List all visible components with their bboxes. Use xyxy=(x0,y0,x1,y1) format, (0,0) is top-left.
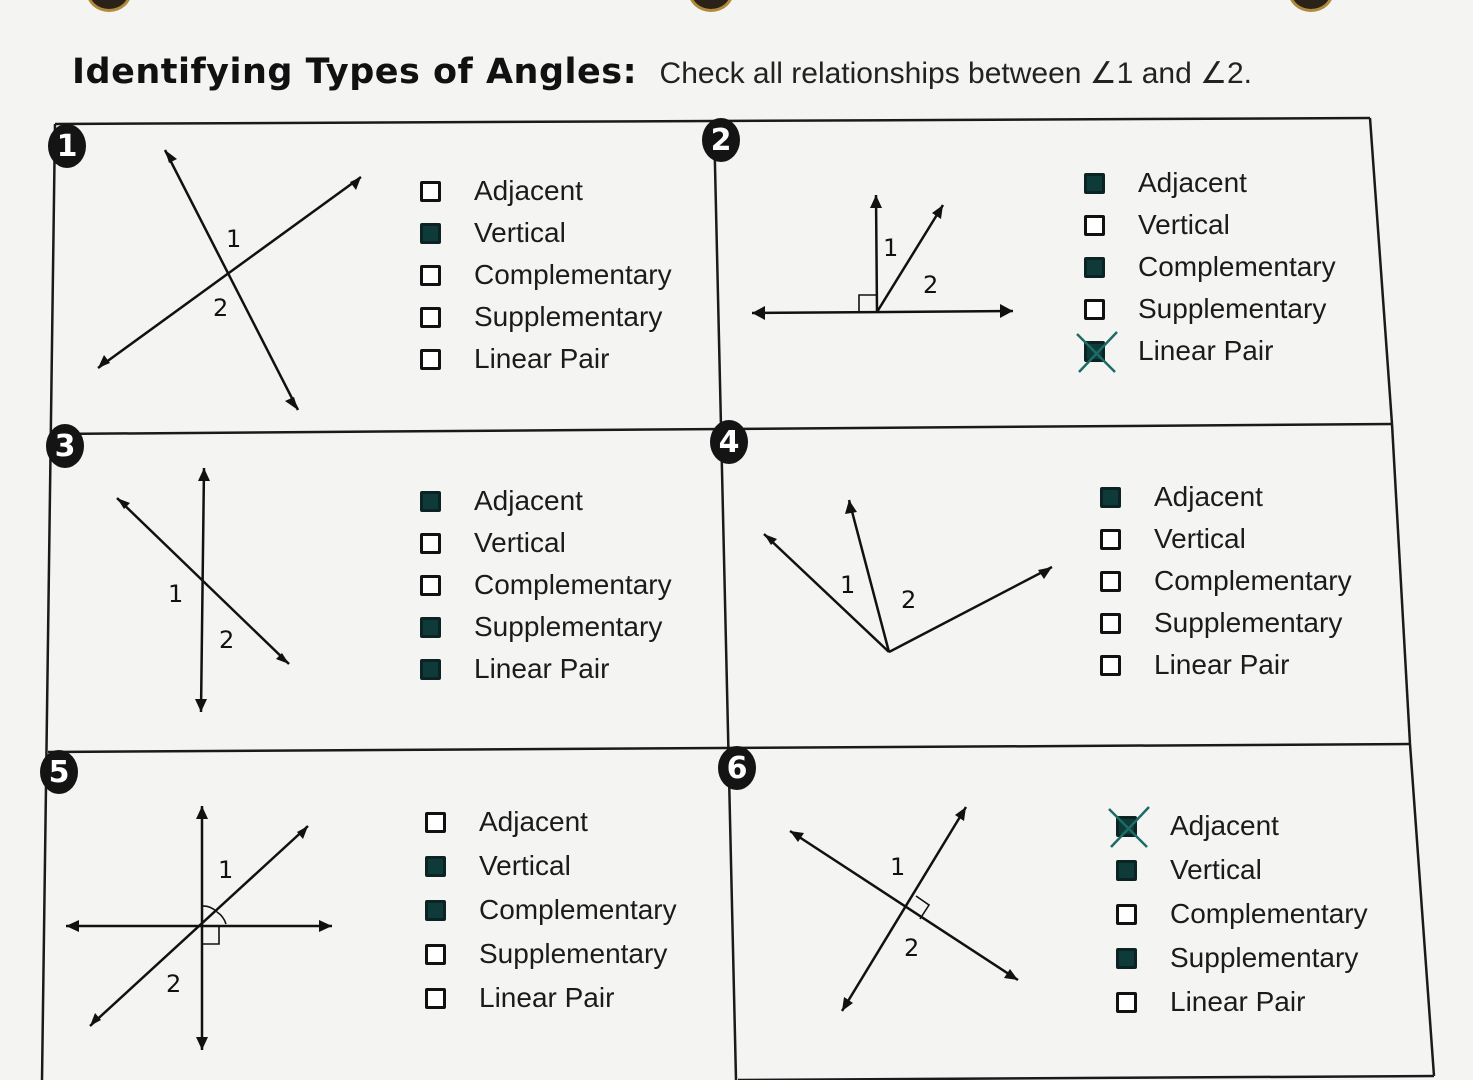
option-vertical[interactable] xyxy=(1084,204,1336,246)
checkbox[interactable] xyxy=(420,617,441,638)
angle-arc xyxy=(217,912,226,924)
option-supplementary[interactable] xyxy=(420,296,672,338)
option-linear-pair[interactable] xyxy=(1084,330,1336,372)
arrow-head xyxy=(955,807,966,821)
option-label: Adjacent xyxy=(474,485,583,516)
arrow-head xyxy=(198,468,210,481)
checkbox[interactable] xyxy=(1084,173,1105,194)
checkbox[interactable] xyxy=(420,349,441,370)
option-linear-pair[interactable] xyxy=(1100,644,1352,686)
arrow-head xyxy=(870,195,882,208)
option-label: Vertical xyxy=(1170,854,1262,885)
angle-2-label: 2 xyxy=(166,970,182,998)
checkbox[interactable] xyxy=(420,491,441,512)
option-complementary[interactable] xyxy=(1084,246,1336,288)
option-supplementary[interactable] xyxy=(1116,936,1368,980)
option-label: Adjacent xyxy=(1170,810,1279,841)
problem-number: 3 xyxy=(46,424,84,468)
angle-2-label: 2 xyxy=(901,586,917,614)
options-list-3 xyxy=(420,480,672,690)
option-supplementary[interactable] xyxy=(425,932,677,976)
checkbox[interactable] xyxy=(420,659,441,680)
checkbox[interactable] xyxy=(425,944,446,965)
option-complementary[interactable] xyxy=(420,564,672,606)
problem-number: 6 xyxy=(718,746,756,790)
arrow-head xyxy=(932,205,943,219)
options-list-2 xyxy=(1084,162,1336,372)
option-label: Vertical xyxy=(1138,209,1230,240)
arrow-head xyxy=(1038,567,1052,579)
option-label: Linear Pair xyxy=(1170,986,1306,1017)
right-angle-mark xyxy=(859,295,876,312)
angle-diagram-1 xyxy=(85,140,375,425)
checkbox[interactable] xyxy=(420,181,441,202)
option-label: Linear Pair xyxy=(1138,335,1274,366)
angle-1-label: 1 xyxy=(890,853,906,881)
checkbox[interactable] xyxy=(1084,299,1105,320)
option-label: Complementary xyxy=(1170,898,1368,929)
cross-stroke xyxy=(1111,807,1149,847)
checkbox[interactable] xyxy=(1100,487,1121,508)
arrow-head xyxy=(319,920,332,932)
checkbox[interactable] xyxy=(1084,257,1105,278)
cross-stroke xyxy=(1079,332,1117,372)
option-label: Vertical xyxy=(474,217,566,248)
option-label: Adjacent xyxy=(1138,167,1247,198)
option-linear-pair[interactable] xyxy=(420,648,672,690)
option-adjacent[interactable] xyxy=(1084,162,1336,204)
instruction-text: Check all relationships between ∠1 and ∠2. xyxy=(659,57,1253,90)
checkbox[interactable] xyxy=(1116,948,1137,969)
option-label: Supplementary xyxy=(1154,607,1343,638)
angle-diagram-5 xyxy=(60,798,345,1058)
checkbox[interactable] xyxy=(425,988,446,1009)
option-complementary[interactable] xyxy=(1100,560,1352,602)
angle-1-label: 1 xyxy=(218,856,234,884)
arrow-head xyxy=(98,355,110,368)
options-list-4 xyxy=(1100,476,1352,686)
option-linear-pair[interactable] xyxy=(425,976,677,1020)
checkbox[interactable] xyxy=(1100,529,1121,550)
option-supplementary[interactable] xyxy=(420,606,672,648)
option-label: Adjacent xyxy=(474,175,583,206)
option-complementary[interactable] xyxy=(1116,892,1368,936)
option-adjacent[interactable] xyxy=(1116,804,1368,848)
arrow-head xyxy=(842,997,853,1011)
option-adjacent[interactable] xyxy=(1100,476,1352,518)
checkbox[interactable] xyxy=(420,575,441,596)
option-label: Complementary xyxy=(1138,251,1336,282)
option-label: Linear Pair xyxy=(474,653,610,684)
diagram-line xyxy=(876,195,877,312)
option-label: Adjacent xyxy=(479,806,588,837)
option-adjacent[interactable] xyxy=(420,480,672,522)
angle-2-label: 2 xyxy=(213,294,229,322)
diagram-line xyxy=(165,150,298,410)
angle-2-label: 2 xyxy=(904,934,920,962)
option-label: Complementary xyxy=(474,569,672,600)
option-supplementary[interactable] xyxy=(1084,288,1336,330)
checkbox[interactable] xyxy=(1100,571,1121,592)
right-angle-mark xyxy=(202,926,219,944)
checkbox[interactable] xyxy=(425,856,446,877)
option-label: Vertical xyxy=(474,527,566,558)
diagram-line xyxy=(201,468,204,712)
option-vertical[interactable] xyxy=(425,844,677,888)
option-label: Vertical xyxy=(479,850,571,881)
arrow-head xyxy=(297,826,308,839)
arrow-head xyxy=(1004,969,1018,980)
angle-1-label: 1 xyxy=(883,234,899,262)
arrow-head xyxy=(196,1037,208,1050)
option-vertical[interactable] xyxy=(1116,848,1368,892)
option-linear-pair[interactable] xyxy=(1116,980,1368,1024)
options-list-1 xyxy=(420,170,672,380)
option-label: Linear Pair xyxy=(474,343,610,374)
option-label: Supplementary xyxy=(1138,293,1327,324)
angle-diagram-4 xyxy=(755,490,1065,665)
checkbox[interactable] xyxy=(1116,860,1137,881)
checkbox[interactable] xyxy=(420,265,441,286)
option-label: Complementary xyxy=(474,259,672,290)
options-list-5 xyxy=(425,800,677,1020)
diagram-line xyxy=(98,177,361,368)
option-label: Complementary xyxy=(479,894,677,925)
checkbox[interactable] xyxy=(1100,655,1121,676)
checkbox[interactable] xyxy=(1116,816,1137,837)
angle-diagram-2 xyxy=(745,185,1025,330)
arrow-head xyxy=(350,177,361,190)
checkbox[interactable] xyxy=(420,307,441,328)
arrow-head xyxy=(790,831,804,842)
option-adjacent[interactable] xyxy=(425,800,677,844)
checkbox[interactable] xyxy=(1116,992,1137,1013)
angle-2-label: 2 xyxy=(219,626,235,654)
angle-2-label: 2 xyxy=(923,271,939,299)
checkbox[interactable] xyxy=(1084,341,1105,362)
option-adjacent[interactable] xyxy=(420,170,672,212)
options-list-6 xyxy=(1116,804,1368,1024)
arrow-head xyxy=(752,306,765,320)
page-title: Identifying Types of Angles: xyxy=(72,52,638,92)
checkbox[interactable] xyxy=(420,223,441,244)
option-label: Linear Pair xyxy=(479,982,615,1013)
option-linear-pair[interactable] xyxy=(420,338,672,380)
option-label: Supplementary xyxy=(474,301,663,332)
option-label: Adjacent xyxy=(1154,481,1263,512)
option-label: Vertical xyxy=(1154,523,1246,554)
problem-number: 5 xyxy=(40,750,78,794)
option-vertical[interactable] xyxy=(420,212,672,254)
angle-1-label: 1 xyxy=(226,225,242,253)
checkbox[interactable] xyxy=(425,812,446,833)
problem-number: 2 xyxy=(702,118,740,162)
arrow-head xyxy=(1000,304,1013,318)
arrow-head xyxy=(845,500,857,514)
option-label: Complementary xyxy=(1154,565,1352,596)
angle-diagram-6 xyxy=(780,795,1030,1020)
option-vertical[interactable] xyxy=(420,522,672,564)
option-supplementary[interactable] xyxy=(1100,602,1352,644)
checkbox[interactable] xyxy=(1116,904,1137,925)
checkbox[interactable] xyxy=(1100,613,1121,634)
option-vertical[interactable] xyxy=(1100,518,1352,560)
option-label: Supplementary xyxy=(1170,942,1359,973)
arrow-head xyxy=(195,699,207,712)
option-complementary[interactable] xyxy=(425,888,677,932)
arrow-head xyxy=(90,1013,101,1026)
diagram-line xyxy=(842,807,966,1011)
arrow-head xyxy=(66,920,79,932)
arrow-head xyxy=(196,806,208,819)
checkbox[interactable] xyxy=(425,900,446,921)
checkbox[interactable] xyxy=(1084,215,1105,236)
option-label: Supplementary xyxy=(474,611,663,642)
option-label: Supplementary xyxy=(479,938,668,969)
checkbox[interactable] xyxy=(420,533,441,554)
angle-1-label: 1 xyxy=(840,571,856,599)
angle-diagram-3 xyxy=(105,460,305,720)
angle-1-label: 1 xyxy=(168,580,184,608)
diagram-line xyxy=(764,534,889,652)
diagram-line xyxy=(752,311,1013,313)
problem-number: 1 xyxy=(48,124,86,168)
option-complementary[interactable] xyxy=(420,254,672,296)
problem-number: 4 xyxy=(710,420,748,464)
arrow-head xyxy=(165,150,177,163)
option-label: Linear Pair xyxy=(1154,649,1290,680)
